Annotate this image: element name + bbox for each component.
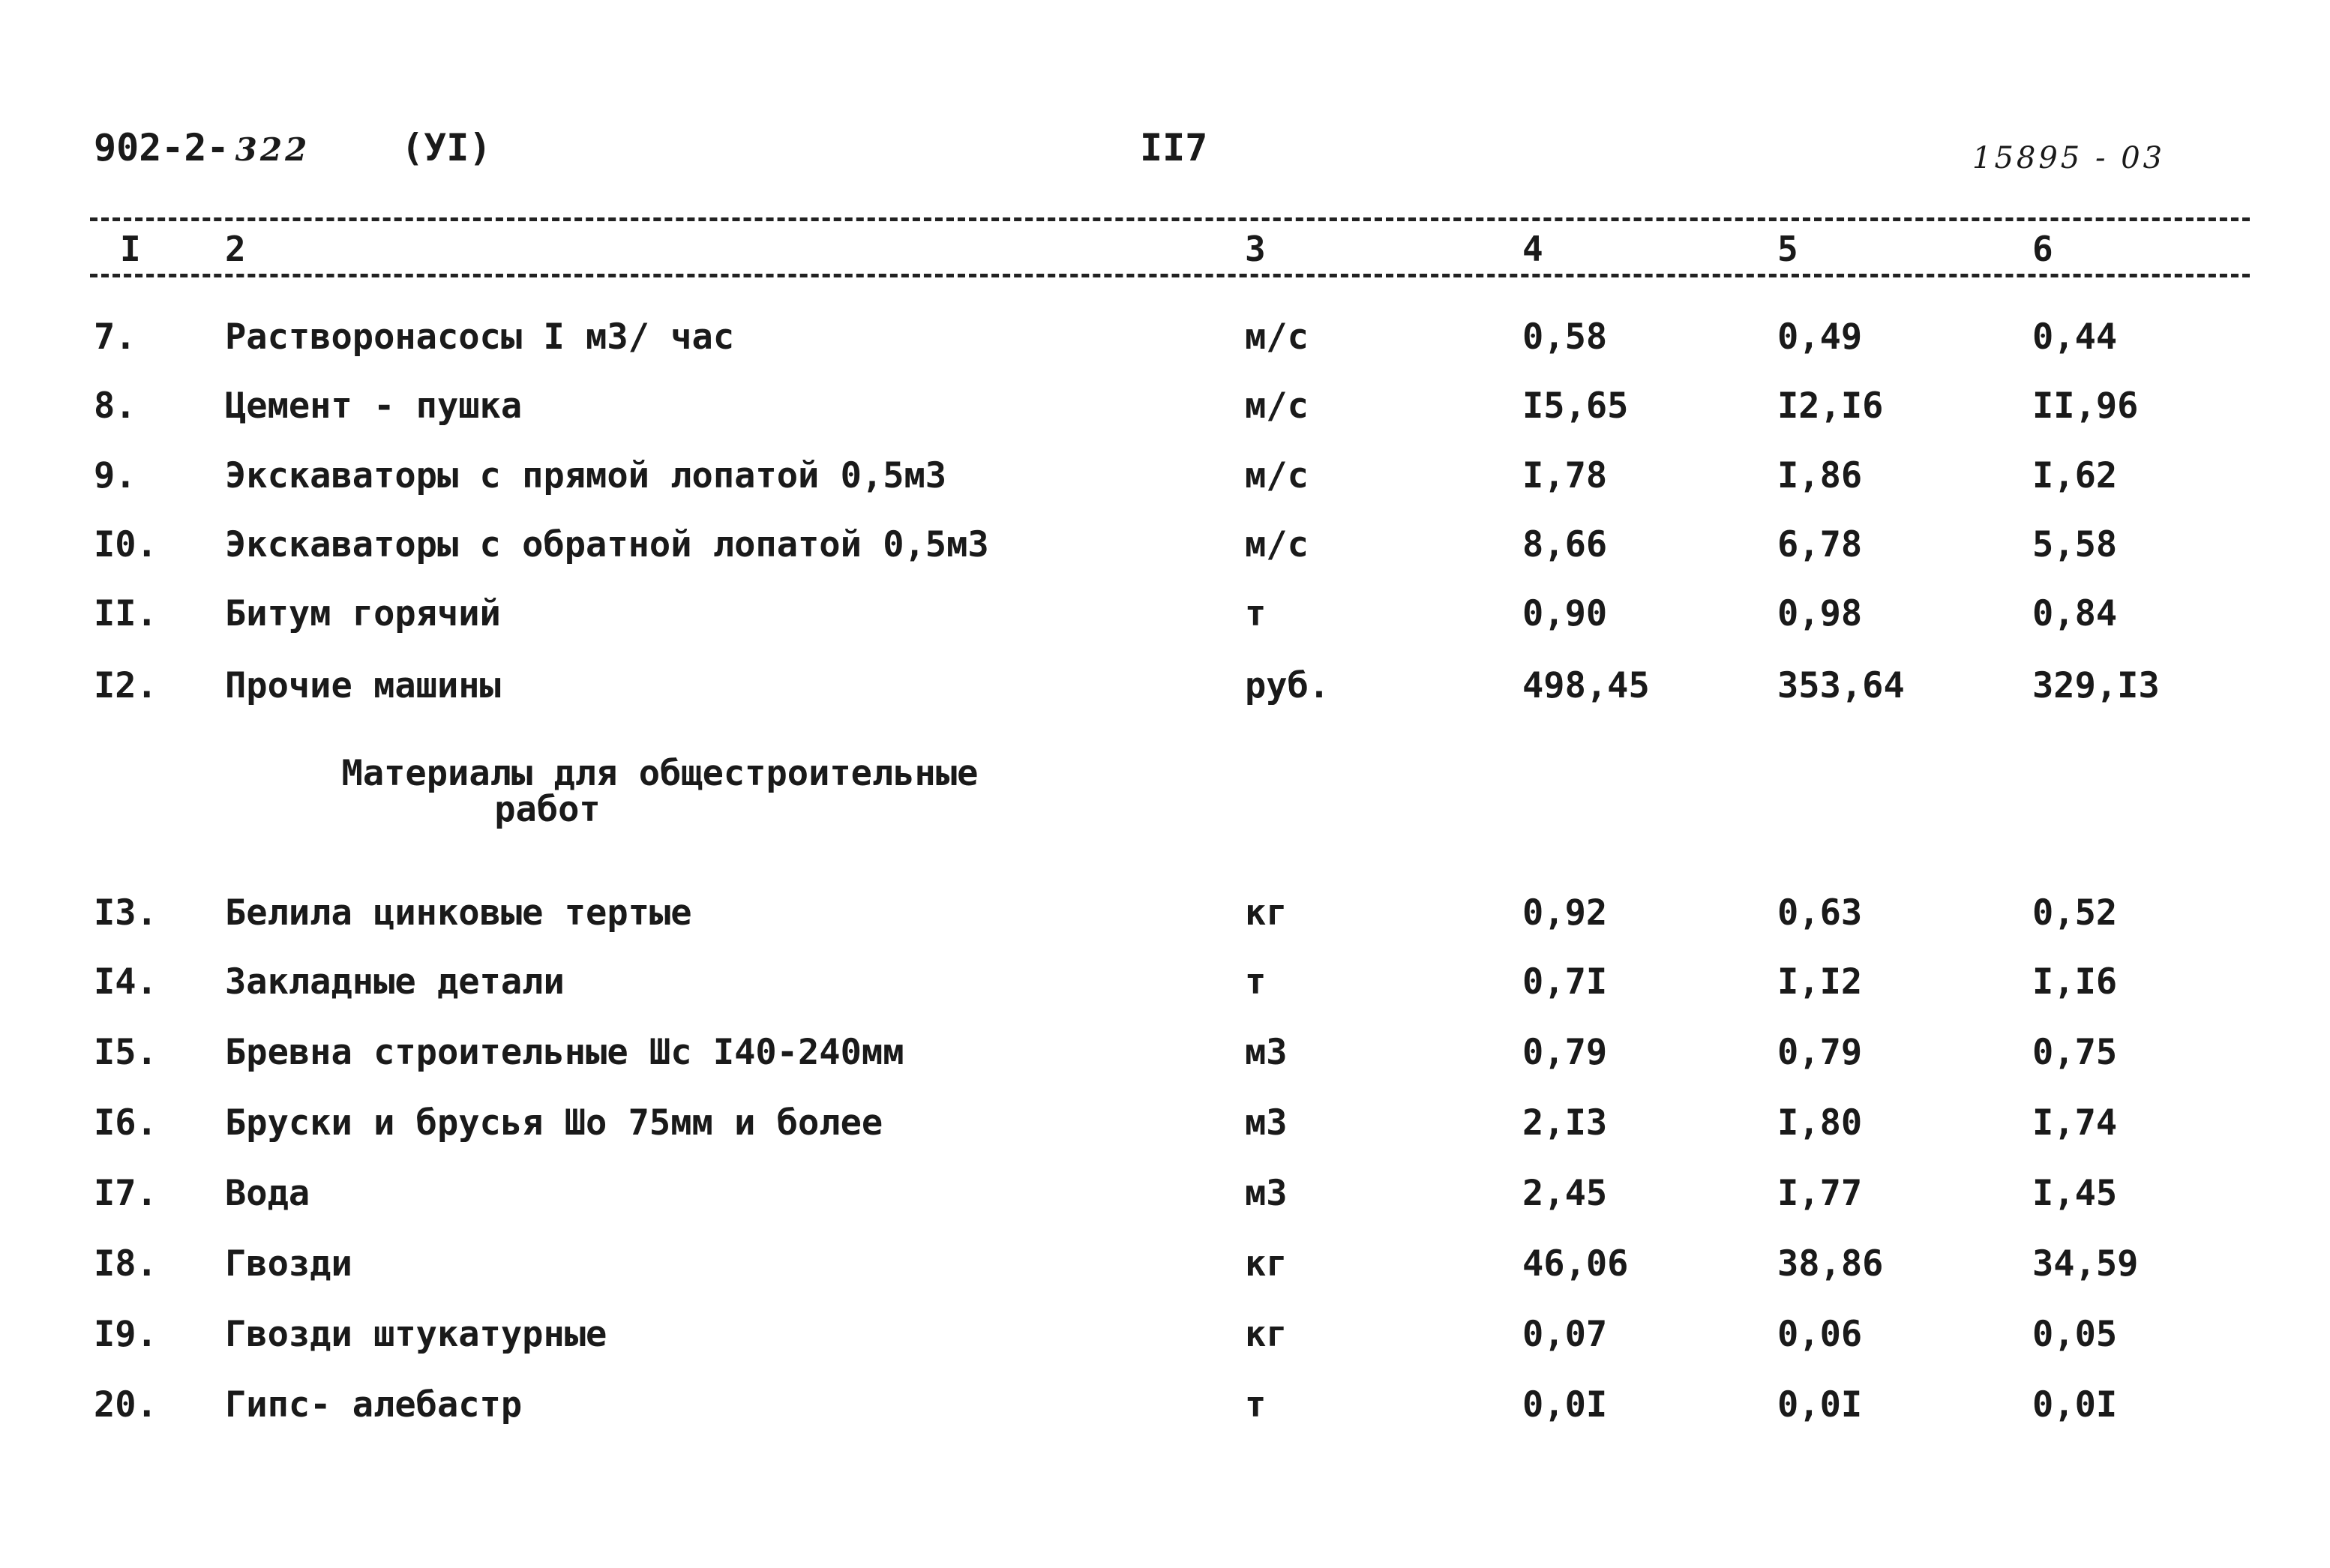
- row-value-col6: 0,44: [2032, 316, 2118, 358]
- row-unit: руб.: [1245, 665, 1330, 706]
- table-row: [0, 593, 2330, 646]
- row-unit: кг: [1245, 1243, 1288, 1285]
- table-row: [0, 1314, 2330, 1366]
- row-name: Прочие машины: [225, 665, 501, 706]
- row-name: Белила цинковые тертые: [225, 892, 692, 934]
- header-rule-bottom: [90, 274, 2250, 277]
- row-value-col6: 0,0I: [2032, 1384, 2118, 1426]
- row-name: Гвозди штукатурные: [225, 1314, 607, 1355]
- row-unit: т: [1245, 1384, 1267, 1426]
- column-header-2: 2: [225, 229, 246, 269]
- table-row: [0, 455, 2330, 508]
- row-value-col4: 2,I3: [1522, 1102, 1608, 1144]
- row-value-col4: 0,92: [1522, 892, 1608, 934]
- row-value-col5: 38,86: [1777, 1243, 1884, 1285]
- row-value-col6: II,96: [2032, 385, 2139, 427]
- document-part: (УI): [401, 126, 492, 169]
- document-code-printed: 902-2-: [94, 126, 229, 169]
- row-value-col6: I,45: [2032, 1173, 2118, 1214]
- row-number: 9.: [94, 455, 136, 496]
- row-value-col6: 0,05: [2032, 1314, 2118, 1355]
- table-row: [0, 1032, 2330, 1084]
- row-value-col6: 0,84: [2032, 593, 2118, 634]
- row-number: 7.: [94, 316, 136, 358]
- table-row: [0, 961, 2330, 1014]
- row-value-col5: 0,06: [1777, 1314, 1863, 1355]
- table-row: [0, 892, 2330, 945]
- row-unit: т: [1245, 961, 1267, 1003]
- table-row: [0, 1243, 2330, 1296]
- row-value-col6: I,74: [2032, 1102, 2118, 1144]
- row-value-col6: 0,52: [2032, 892, 2118, 934]
- row-name: Экскаваторы с обратной лопатой 0,5м3: [225, 524, 989, 565]
- row-name: Экскаваторы с прямой лопатой 0,5м3: [225, 455, 947, 496]
- row-name: Бревна строительные Шс I40-240мм: [225, 1032, 904, 1073]
- row-value-col4: I5,65: [1522, 385, 1629, 427]
- row-value-col4: I,78: [1522, 455, 1608, 496]
- section-heading-line1: Материалы для общестроительные: [341, 753, 979, 794]
- row-number: I0.: [94, 524, 157, 565]
- row-name: Вода: [225, 1173, 310, 1214]
- row-value-col5: I2,I6: [1777, 385, 1884, 427]
- section-heading: [285, 753, 1035, 830]
- row-unit: кг: [1245, 1314, 1288, 1355]
- row-value-col4: 0,7I: [1522, 961, 1608, 1003]
- row-unit: м3: [1245, 1173, 1288, 1214]
- table-row: [0, 316, 2330, 369]
- row-value-col4: 0,07: [1522, 1314, 1608, 1355]
- row-value-col6: 5,58: [2032, 524, 2118, 565]
- row-value-col4: 46,06: [1522, 1243, 1629, 1285]
- row-name: Гвозди: [225, 1243, 352, 1285]
- column-header-5: 5: [1777, 229, 1798, 269]
- row-unit: м/с: [1245, 524, 1309, 565]
- column-header-1: I: [120, 229, 141, 269]
- row-value-col5: 0,63: [1777, 892, 1863, 934]
- row-name: Бруски и брусья Шо 75мм и более: [225, 1102, 883, 1144]
- row-number: I4.: [94, 961, 157, 1003]
- header-rule-top: [90, 217, 2250, 221]
- row-name: Битум горячий: [225, 593, 501, 634]
- row-value-col5: 0,98: [1777, 593, 1863, 634]
- row-value-col5: 0,49: [1777, 316, 1863, 358]
- row-value-col5: 0,79: [1777, 1032, 1863, 1073]
- row-name: Гипс- алебастр: [225, 1384, 523, 1426]
- row-value-col6: I,62: [2032, 455, 2118, 496]
- row-value-col4: 0,79: [1522, 1032, 1608, 1073]
- row-unit: м3: [1245, 1102, 1288, 1144]
- row-value-col5: 6,78: [1777, 524, 1863, 565]
- row-number: II.: [94, 593, 157, 634]
- row-value-col6: I,I6: [2032, 961, 2118, 1003]
- row-unit: м/с: [1245, 385, 1309, 427]
- table-row: [0, 665, 2330, 718]
- row-value-col4: 0,0I: [1522, 1384, 1608, 1426]
- row-number: I6.: [94, 1102, 157, 1144]
- table-row: [0, 1173, 2330, 1225]
- row-name: Закладные детали: [225, 961, 565, 1003]
- row-value-col5: I,I2: [1777, 961, 1863, 1003]
- row-unit: т: [1245, 593, 1267, 634]
- row-value-col6: 0,75: [2032, 1032, 2118, 1073]
- row-number: 8.: [94, 385, 136, 427]
- archive-number: 15895 - 03: [1972, 141, 2166, 175]
- row-name: Цемент - пушка: [225, 385, 523, 427]
- page-number: II7: [1140, 126, 1208, 169]
- row-value-col6: 329,I3: [2032, 665, 2160, 706]
- row-value-col5: I,77: [1777, 1173, 1863, 1214]
- document-code: [94, 126, 310, 169]
- document-code-handwritten: 322: [235, 131, 310, 168]
- column-header-6: 6: [2032, 229, 2053, 269]
- row-value-col5: I,86: [1777, 455, 1863, 496]
- column-header-3: 3: [1245, 229, 1266, 269]
- row-value-col4: 0,90: [1522, 593, 1608, 634]
- row-value-col5: I,80: [1777, 1102, 1863, 1144]
- table-row: [0, 1384, 2330, 1437]
- row-number: 20.: [94, 1384, 157, 1426]
- table-row: [0, 524, 2330, 577]
- row-value-col4: 8,66: [1522, 524, 1608, 565]
- table-row: [0, 1102, 2330, 1155]
- row-number: I7.: [94, 1173, 157, 1214]
- row-value-col4: 2,45: [1522, 1173, 1608, 1214]
- row-value-col5: 353,64: [1777, 665, 1905, 706]
- row-unit: м3: [1245, 1032, 1288, 1073]
- row-value-col5: 0,0I: [1777, 1384, 1863, 1426]
- row-number: I9.: [94, 1314, 157, 1355]
- table-row: [0, 385, 2330, 438]
- row-number: I2.: [94, 665, 157, 706]
- row-value-col4: 0,58: [1522, 316, 1608, 358]
- section-heading-line2: работ: [494, 789, 601, 830]
- row-value-col6: 34,59: [2032, 1243, 2139, 1285]
- row-number: I5.: [94, 1032, 157, 1073]
- row-unit: м/с: [1245, 455, 1309, 496]
- row-unit: м/с: [1245, 316, 1309, 358]
- row-number: I3.: [94, 892, 157, 934]
- column-header-4: 4: [1522, 229, 1543, 269]
- row-unit: кг: [1245, 892, 1288, 934]
- row-value-col4: 498,45: [1522, 665, 1650, 706]
- row-name: Растворонасосы I м3/ час: [225, 316, 735, 358]
- row-number: I8.: [94, 1243, 157, 1285]
